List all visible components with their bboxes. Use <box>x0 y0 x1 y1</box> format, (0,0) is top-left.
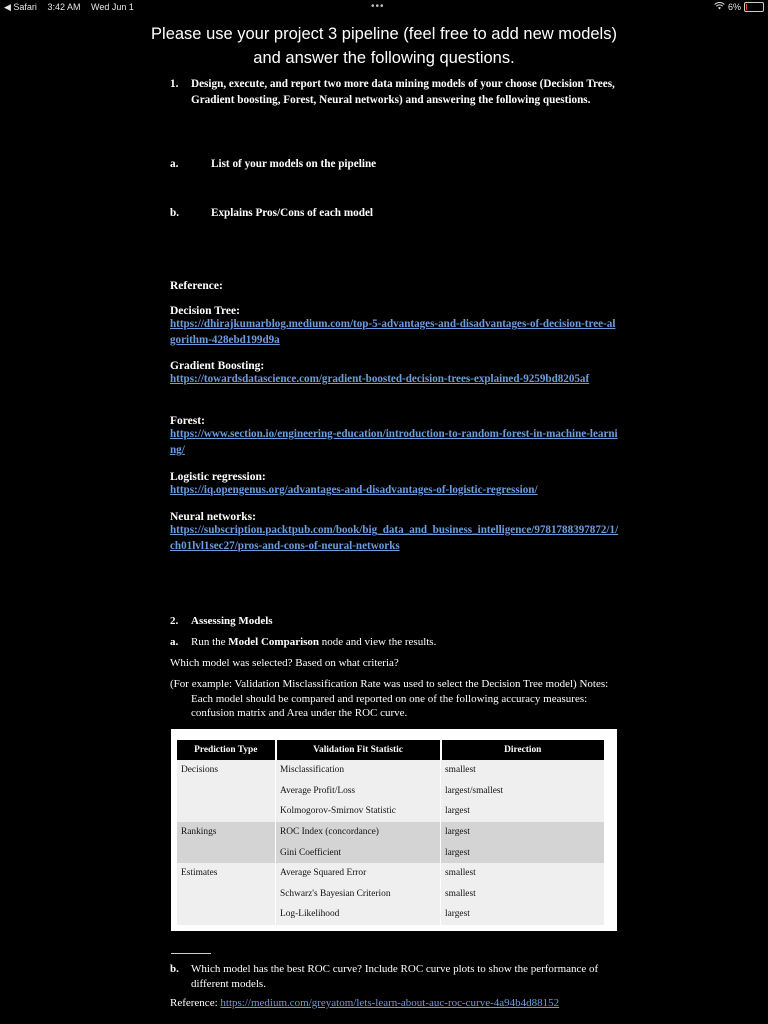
battery-percent: 6% <box>727 2 741 12</box>
reference-heading: Reference: <box>170 280 223 292</box>
cell-statistic: Average Profit/Loss <box>276 781 441 802</box>
question-1-text: Design, execute, and report two more data mining models of your choose (Decision Trees, Gradient boosting, Forest, Neural networks) and answering the following questions. <box>191 78 615 106</box>
reference-link[interactable]: https://iq.opengenus.org/advantages-and-disadvantages-of-logistic-regression/ <box>170 484 538 496</box>
question-1-number: 1. <box>170 78 179 90</box>
cell-statistic: Average Squared Error <box>276 863 441 884</box>
reference-link[interactable]: https://www.section.io/engineering-education/introduction-to-random-forest-in-machine-learning/ <box>170 428 618 456</box>
cell-statistic: Gini Coefficient <box>276 842 441 863</box>
question-2a-text-pre: Run the <box>191 636 229 648</box>
header-direction: Direction <box>441 740 605 760</box>
title-line-2: and answer the following questions. <box>253 49 515 67</box>
status-date: Wed Jun 1 <box>91 2 134 12</box>
question-2b-label: b. <box>170 963 179 975</box>
question-2a-text <box>191 635 436 650</box>
table-row <box>177 863 604 884</box>
cell-direction: largest <box>441 904 605 925</box>
wifi-icon <box>714 2 725 12</box>
question-2a-label: a. <box>170 636 179 648</box>
footnote-divider <box>171 953 211 954</box>
cell-prediction-type <box>177 904 276 925</box>
table-row <box>177 884 604 905</box>
status-time: 3:42 AM <box>47 2 81 12</box>
cell-statistic: Misclassification <box>276 760 441 781</box>
cell-prediction-type: Estimates <box>177 863 276 884</box>
back-to-safari-link[interactable]: ◀ Safari <box>4 2 37 12</box>
question-2b-text: Which model has the best ROC curve? Include ROC curve plots to show the performance of different models. <box>191 963 599 990</box>
cell-prediction-type: Decisions <box>177 760 276 781</box>
cell-direction: smallest <box>441 884 605 905</box>
model-comparison-term: Model Comparison <box>228 636 320 648</box>
table-row <box>177 781 604 802</box>
cell-statistic: ROC Index (concordance) <box>276 822 441 843</box>
question-1 <box>170 77 620 108</box>
status-bar <box>0 0 768 16</box>
table-header-row <box>177 740 604 760</box>
question-1b-text: Explains Pros/Cons of each model <box>211 207 374 219</box>
cell-statistic: Kolmogorov-Smirnov Statistic <box>276 801 441 822</box>
question-2a-text-post: node and view the results. <box>319 636 437 648</box>
cell-statistic: Schwarz's Bayesian Criterion <box>276 884 441 905</box>
cell-direction: largest/smallest <box>441 781 605 802</box>
reference-label: Gradient Boosting: <box>170 360 265 372</box>
question-2-number: 2. <box>170 615 179 627</box>
question-2-heading: Assessing Models <box>191 615 273 627</box>
status-left <box>4 2 142 13</box>
cell-direction: largest <box>441 842 605 863</box>
table-row <box>177 842 604 863</box>
header-prediction-type: Prediction Type <box>177 740 276 760</box>
cell-direction: smallest <box>441 760 605 781</box>
question-1a-label: a. <box>170 158 179 170</box>
reference-neural-networks <box>170 511 620 554</box>
reference-label: Logistic regression: <box>170 471 266 483</box>
title-line-1: Please use your project 3 pipeline (feel free to add new models) <box>151 25 617 43</box>
cell-prediction-type: Rankings <box>177 822 276 843</box>
fit-statistics-table <box>177 740 604 925</box>
cell-prediction-type <box>177 884 276 905</box>
reference-label: Neural networks: <box>170 511 256 523</box>
cell-direction: largest <box>441 822 605 843</box>
table-row <box>177 801 604 822</box>
cell-direction: smallest <box>441 863 605 884</box>
battery-icon <box>744 2 764 12</box>
reference-label: Forest: <box>170 415 205 427</box>
cell-direction: largest <box>441 801 605 822</box>
reference-forest <box>170 415 620 458</box>
cell-prediction-type <box>177 781 276 802</box>
reference-link[interactable]: https://subscription.packtpub.com/book/big_data_and_business_intelligence/9781788397872/1/ch01lvl1sec27/pros-and-cons-of-neural-networks <box>170 524 619 552</box>
multitasking-dots-icon[interactable]: ••• <box>371 1 385 12</box>
reference-link[interactable]: https://towardsdatascience.com/gradient-boosted-decision-trees-explained-9259bd8205af <box>170 373 590 385</box>
question-2b-reference-label: Reference: <box>170 997 221 1009</box>
question-2a-question: Which model was selected? Based on what criteria? <box>170 657 399 669</box>
cell-prediction-type <box>177 842 276 863</box>
reference-logistic-regression <box>170 471 620 499</box>
question-2b-reference <box>170 996 559 1011</box>
reference-decision-tree <box>170 305 620 348</box>
table-row <box>177 904 604 925</box>
cell-statistic: Log-Likelihood <box>276 904 441 925</box>
header-validation-fit-statistic: Validation Fit Statistic <box>276 740 441 760</box>
page-title <box>0 22 768 70</box>
table-row <box>177 822 604 843</box>
question-2b-reference-link[interactable]: https://medium.com/greyatom/lets-learn-about-auc-roc-curve-4a94b4d88152 <box>220 997 560 1009</box>
question-2a-example: (For example: Validation Misclassification Rate was used to select the Decision Tree model) Notes: Each model should be compared and reported on one of the following accuracy measures: confusion matrix and Area under the ROC curve. <box>170 678 609 719</box>
status-right <box>714 2 764 12</box>
fit-statistics-table-image <box>171 729 617 931</box>
cell-prediction-type <box>177 801 276 822</box>
table-row <box>177 760 604 781</box>
reference-link[interactable]: https://dhirajkumarblog.medium.com/top-5-advantages-and-disadvantages-of-decision-tree-algorithm-428ebd199d9a <box>170 318 616 346</box>
reference-label: Decision Tree: <box>170 305 240 317</box>
reference-gradient-boosting <box>170 360 620 388</box>
question-1a-text: List of your models on the pipeline <box>211 158 377 170</box>
question-1b-label: b. <box>170 207 180 219</box>
